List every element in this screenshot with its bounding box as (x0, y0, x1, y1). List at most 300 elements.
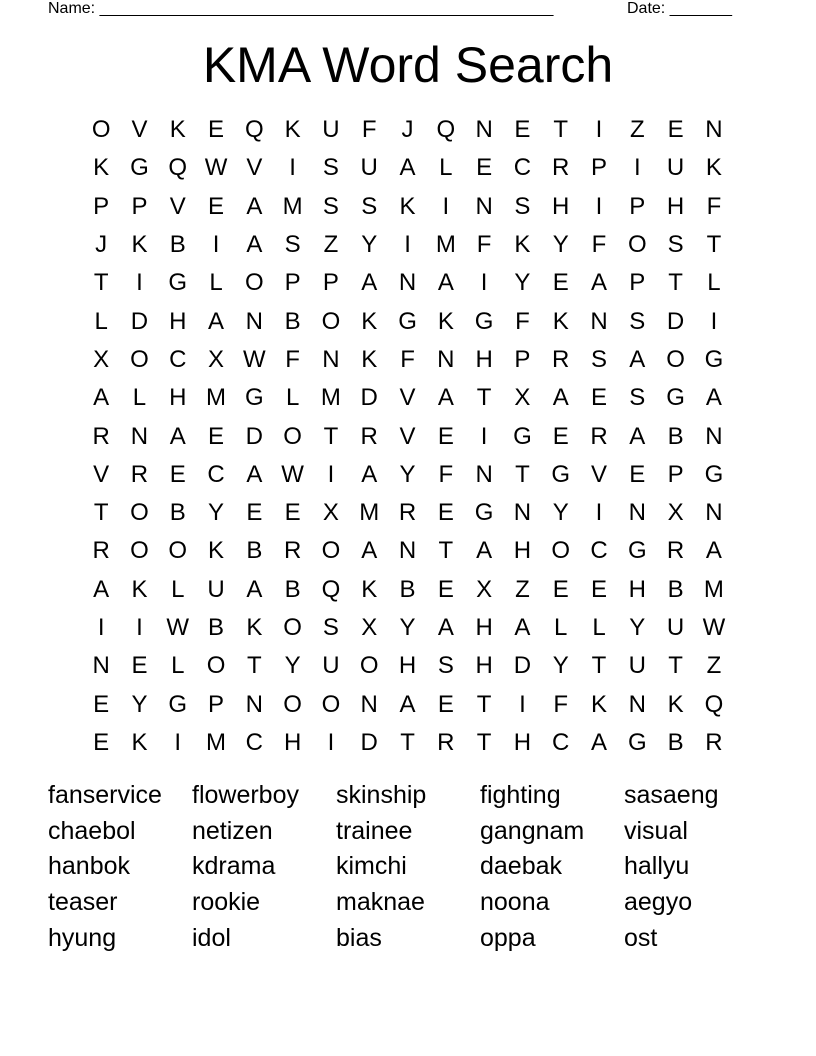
grid-cell: O (91, 116, 111, 144)
grid-cell: E (437, 422, 454, 450)
grid-cell: I (327, 728, 335, 756)
grid-cell: K (437, 307, 454, 335)
grid-cell: K (552, 307, 569, 335)
grid-cell: H (475, 345, 493, 373)
grid-cell: X (361, 614, 378, 641)
grid-cell: F (515, 307, 530, 335)
grid-cell: N (705, 499, 723, 527)
grid-cell: S (629, 384, 646, 412)
grid-cell: L (94, 307, 108, 335)
grid-cell: T (93, 499, 109, 527)
grid-cell: L (554, 614, 568, 641)
word-list-item: hyung (48, 923, 117, 952)
grid-cell: S (322, 192, 339, 220)
grid-cell: V (93, 460, 110, 488)
grid-cell: N (437, 345, 455, 373)
grid-cell: X (322, 499, 339, 527)
grid-cell: F (553, 690, 569, 718)
grid-cell: Y (208, 499, 225, 527)
grid-cell: C (590, 537, 608, 565)
grid-cell: M (282, 192, 303, 220)
grid-cell: H (475, 652, 493, 680)
grid-cell: L (285, 384, 300, 412)
grid-cell: N (513, 499, 532, 527)
grid-cell: O (283, 690, 302, 718)
grid-cell: I (404, 231, 411, 259)
grid-cell: T (668, 652, 683, 680)
grid-cell: N (322, 345, 340, 373)
word-list-item: flowerboy (192, 781, 299, 809)
grid-cell: N (245, 307, 263, 335)
grid-cell: E (284, 499, 301, 527)
grid-cell: O (168, 537, 188, 565)
grid-cell: N (590, 307, 608, 335)
grid-cell: E (667, 116, 684, 144)
grid-cell: N (92, 652, 110, 680)
grid-cell: G (474, 307, 494, 335)
grid-cell: N (360, 690, 378, 718)
grid-cell: O (283, 614, 302, 641)
page-title: KMA Word Search (202, 37, 614, 93)
grid-cell: Z (629, 116, 645, 144)
grid-cell: L (592, 614, 606, 641)
grid-cell: I (136, 269, 143, 297)
grid-cell: N (628, 690, 646, 718)
grid-cell: N (398, 269, 417, 297)
grid-cell: I (327, 460, 335, 488)
grid-cell: K (705, 154, 722, 182)
word-list-item: kdrama (192, 852, 276, 881)
grid-cell: M (206, 384, 227, 412)
grid-cell: S (667, 231, 684, 259)
word-list-item: noona (480, 888, 550, 917)
grid-cell: A (246, 192, 263, 220)
grid-cell: A (629, 345, 646, 373)
grid-cell: S (591, 345, 608, 373)
grid-cell: U (322, 652, 340, 680)
grid-cell: N (398, 537, 417, 565)
grid-cell: O (321, 690, 341, 718)
word-list-item: hanbok (48, 852, 131, 881)
grid-cell: K (169, 116, 186, 144)
grid-cell: E (476, 154, 493, 182)
grid-cell: E (246, 499, 263, 527)
grid-cell: Y (399, 460, 416, 488)
grid-cell: M (435, 231, 456, 259)
grid-cell: E (169, 460, 186, 488)
grid-cell: H (628, 575, 646, 603)
grid-cell: A (208, 307, 225, 335)
grid-cell: R (552, 154, 570, 182)
grid-cell: F (285, 345, 300, 373)
grid-cell: D (360, 384, 378, 412)
grid-cell: H (169, 307, 187, 335)
grid-cell: A (629, 422, 646, 450)
grid-cell: I (480, 422, 488, 450)
grid-cell: E (208, 192, 225, 220)
grid-cell: V (399, 422, 416, 450)
grid-cell: R (398, 499, 417, 527)
grid-cell: E (552, 269, 569, 297)
grid-cell: X (208, 345, 225, 373)
grid-cell: G (398, 307, 417, 335)
grid-cell: H (169, 384, 187, 412)
grid-cell: A (246, 231, 263, 259)
grid-cell: U (207, 575, 225, 603)
grid-cell: K (246, 614, 263, 641)
grid-cell: A (399, 690, 416, 718)
grid-cell: M (703, 575, 724, 603)
grid-cell: O (666, 345, 685, 373)
grid-cell: F (438, 460, 454, 488)
grid-cell: A (705, 537, 722, 565)
grid-cell: X (476, 575, 493, 603)
grid-cell: T (476, 690, 492, 718)
grid-cell: I (595, 192, 603, 220)
grid-cell: Z (706, 652, 722, 680)
grid-cell: N (705, 422, 723, 450)
grid-cell: W (204, 154, 228, 182)
grid-cell: P (629, 269, 646, 297)
name-field[interactable]: Name: ___________________________________________________ (48, 0, 554, 17)
grid-cell: I (633, 154, 641, 182)
grid-cell: F (476, 231, 492, 259)
grid-cell: T (476, 728, 492, 756)
grid-cell: W (281, 460, 304, 488)
grid-cell: T (247, 652, 262, 680)
grid-cell: C (513, 154, 532, 182)
grid-cell: G (513, 422, 532, 450)
grid-cell: Z (515, 575, 530, 603)
grid-cell: W (702, 614, 726, 641)
grid-cell: S (514, 192, 531, 220)
grid-cell: B (667, 728, 684, 756)
grid-cell: I (174, 728, 182, 756)
grid-cell: Y (629, 614, 646, 641)
grid-cell: K (131, 575, 148, 603)
grid-cell: M (206, 728, 227, 756)
grid-cell: N (705, 116, 723, 144)
word-list-item: visual (624, 816, 688, 845)
grid-cell: T (323, 422, 339, 450)
grid-cell: J (401, 116, 414, 144)
grid-cell: B (399, 575, 416, 603)
grid-cell: I (289, 154, 296, 182)
grid-cell: G (627, 537, 647, 565)
grid-cell: H (513, 728, 532, 756)
grid-cell: I (97, 614, 105, 641)
grid-cell: D (666, 307, 685, 335)
grid-cell: Z (323, 231, 339, 259)
grid-cell: K (514, 231, 531, 259)
word-list (48, 778, 768, 956)
grid-cell: R (705, 728, 723, 756)
grid-cell: H (552, 192, 570, 220)
grid-cell: K (131, 728, 148, 756)
grid-cell: O (130, 499, 149, 527)
word-list-item: maknae (336, 888, 425, 917)
grid-cell: G (704, 460, 724, 488)
grid-cell: K (399, 192, 416, 220)
grid-cell: V (399, 384, 416, 412)
word-list-item: skinship (336, 781, 427, 809)
grid-cell: B (667, 575, 684, 603)
grid-cell: X (514, 384, 531, 412)
grid-cell: A (169, 422, 186, 450)
grid-cell: C (207, 460, 225, 488)
grid-cell: T (553, 116, 569, 144)
grid-cell: S (322, 614, 339, 641)
grid-cell: P (208, 690, 225, 718)
grid-cell: O (321, 307, 341, 335)
grid-cell: C (552, 728, 570, 756)
word-list-item: fanservice (48, 781, 162, 809)
grid-cell: G (474, 499, 494, 527)
grid-cell: H (513, 537, 532, 565)
grid-cell: P (93, 192, 110, 220)
word-list-item: hallyu (624, 852, 690, 881)
grid-cell: L (132, 384, 147, 412)
grid-cell: N (475, 460, 493, 488)
grid-cell: K (93, 154, 110, 182)
grid-cell: O (627, 231, 647, 259)
word-list-item: ost (624, 923, 658, 952)
grid-cell: L (171, 652, 185, 680)
grid-cell: R (92, 422, 110, 450)
grid-cell: K (667, 690, 684, 718)
grid-cell: G (666, 384, 685, 412)
grid-cell: G (704, 345, 724, 373)
grid-cell: P (514, 345, 531, 373)
grid-cell: A (93, 575, 110, 603)
grid-cell: W (243, 345, 266, 373)
grid-cell: V (131, 116, 148, 144)
grid-cell: Y (514, 269, 531, 297)
grid-cell: D (130, 307, 149, 335)
grid-cell: I (442, 192, 450, 220)
grid-cell: H (475, 614, 493, 641)
grid-cell: U (666, 154, 685, 182)
grid-cell: V (169, 192, 186, 220)
grid-cell: G (245, 384, 264, 412)
grid-cell: N (130, 422, 149, 450)
grid-cell: E (552, 422, 569, 450)
grid-cell: C (169, 345, 187, 373)
grid-cell: Y (552, 499, 569, 527)
grid-cell: P (629, 192, 646, 220)
grid-cell: E (514, 116, 531, 144)
word-list-item: kimchi (336, 852, 407, 881)
grid-cell: E (208, 422, 225, 450)
grid-cell: P (667, 460, 684, 488)
grid-cell: A (93, 384, 110, 412)
grid-cell: K (361, 307, 378, 335)
date-field[interactable]: Date: _______ (627, 0, 732, 17)
grid-cell: A (437, 614, 454, 641)
grid-cell: A (476, 537, 493, 565)
grid-cell: R (130, 460, 149, 488)
word-list-item: gangnam (480, 816, 585, 845)
grid-cell: R (666, 537, 685, 565)
grid-cell: Y (284, 652, 301, 680)
grid-cell: Y (399, 614, 416, 641)
grid-cell: E (591, 384, 608, 412)
grid-cell: A (591, 728, 608, 756)
grid-cell: A (552, 384, 569, 412)
word-list-item: chaebol (48, 816, 136, 845)
grid-cell: Y (552, 231, 569, 259)
grid-cell: T (93, 269, 109, 297)
grid-cell: S (284, 231, 301, 259)
grid-cell: E (131, 652, 148, 680)
grid-cell: A (591, 269, 608, 297)
grid-cell: T (515, 460, 530, 488)
grid-cell: K (131, 231, 148, 259)
grid-cell: T (706, 231, 722, 259)
grid-cell: N (475, 192, 493, 220)
grid-cell: E (93, 690, 110, 718)
grid-cell: E (629, 460, 646, 488)
grid-cell: A (399, 154, 416, 182)
grid-cell: R (552, 345, 570, 373)
grid-cell: E (552, 575, 569, 603)
grid-cell: O (551, 537, 571, 565)
grid-cell: G (168, 690, 188, 718)
grid-cell: O (130, 345, 149, 373)
word-list-item: oppa (480, 923, 536, 952)
grid-cell: G (551, 460, 571, 488)
grid-cell: D (513, 652, 532, 680)
grid-cell: K (208, 537, 225, 565)
grid-cell: D (360, 728, 378, 756)
grid-cell: B (246, 537, 263, 565)
grid-cell: O (245, 269, 264, 297)
grid-cell: B (208, 614, 225, 641)
grid-cell: F (706, 192, 722, 220)
word-list-item: sasaeng (624, 781, 719, 809)
grid-cell: Y (361, 231, 378, 259)
word-list-item: bias (336, 923, 382, 952)
grid-cell: R (590, 422, 608, 450)
grid-cell: I (519, 690, 526, 718)
grid-cell: V (591, 460, 608, 488)
grid-cell: X (667, 499, 684, 527)
grid-cell: O (283, 422, 302, 450)
grid-cell: E (437, 690, 454, 718)
grid-cell: L (439, 154, 453, 182)
grid-cell: A (361, 460, 378, 488)
grid-cell: N (628, 499, 646, 527)
grid-cell: H (283, 728, 302, 756)
grid-cell: K (361, 575, 378, 603)
grid-cell: G (168, 269, 188, 297)
grid-cell: U (360, 154, 378, 182)
grid-cell: F (361, 116, 377, 144)
grid-cell: P (591, 154, 608, 182)
grid-cell: S (437, 652, 454, 680)
grid-cell: Q (168, 154, 188, 182)
grid-cell: I (710, 307, 718, 335)
grid-cell: C (245, 728, 263, 756)
letter-grid (82, 111, 733, 762)
grid-cell: M (320, 384, 341, 412)
grid-cell: E (93, 728, 110, 756)
grid-cell: I (480, 269, 488, 297)
grid-cell: N (475, 116, 493, 144)
grid-cell: G (627, 728, 647, 756)
grid-cell: U (322, 116, 340, 144)
grid-cell: P (322, 269, 339, 297)
grid-cell: A (361, 537, 378, 565)
grid-cell: B (284, 575, 301, 603)
grid-cell: R (437, 728, 455, 756)
grid-cell: K (361, 345, 378, 373)
grid-cell: L (707, 269, 721, 297)
grid-cell: O (321, 537, 341, 565)
grid-cell: Q (704, 690, 724, 718)
word-list-item: trainee (336, 816, 413, 845)
grid-cell: P (131, 192, 148, 220)
grid-cell: U (628, 652, 646, 680)
grid-cell: U (666, 614, 685, 641)
grid-cell: M (359, 499, 380, 527)
grid-cell: I (136, 614, 143, 641)
grid-cell: E (208, 116, 225, 144)
grid-cell: V (246, 154, 263, 182)
grid-cell: A (514, 614, 531, 641)
grid-cell: H (666, 192, 685, 220)
grid-cell: A (246, 575, 263, 603)
grid-cell: A (705, 384, 722, 412)
grid-cell: O (206, 652, 226, 680)
grid-cell: S (361, 192, 378, 220)
grid-cell: A (246, 460, 263, 488)
grid-cell: A (437, 384, 454, 412)
word-list-item: teaser (48, 888, 118, 917)
word-list-item: netizen (192, 816, 273, 845)
grid-cell: H (398, 652, 417, 680)
grid-cell: L (209, 269, 223, 297)
grid-cell: J (95, 231, 108, 259)
grid-cell: G (130, 154, 149, 182)
grid-cell: B (284, 307, 301, 335)
grid-cell: I (595, 116, 603, 144)
grid-cell: R (92, 537, 110, 565)
grid-cell: R (360, 422, 378, 450)
word-list-item: fighting (480, 781, 561, 809)
grid-cell: O (359, 652, 379, 680)
grid-cell: W (166, 614, 190, 641)
grid-cell: E (437, 499, 454, 527)
grid-cell: A (361, 269, 378, 297)
grid-cell: E (437, 575, 454, 603)
grid-cell: E (591, 575, 608, 603)
grid-cell: L (171, 575, 185, 603)
grid-cell: T (400, 728, 415, 756)
grid-cell: T (668, 269, 683, 297)
word-list-item: aegyo (624, 888, 693, 917)
grid-cell: S (322, 154, 339, 182)
grid-cell: B (169, 231, 186, 259)
grid-cell: T (438, 537, 454, 565)
grid-cell: I (212, 231, 220, 259)
word-list-item: rookie (192, 888, 261, 917)
grid-cell: D (245, 422, 263, 450)
grid-cell: O (130, 537, 149, 565)
grid-cell: F (400, 345, 415, 373)
grid-cell: T (591, 652, 607, 680)
grid-cell: P (284, 269, 301, 297)
